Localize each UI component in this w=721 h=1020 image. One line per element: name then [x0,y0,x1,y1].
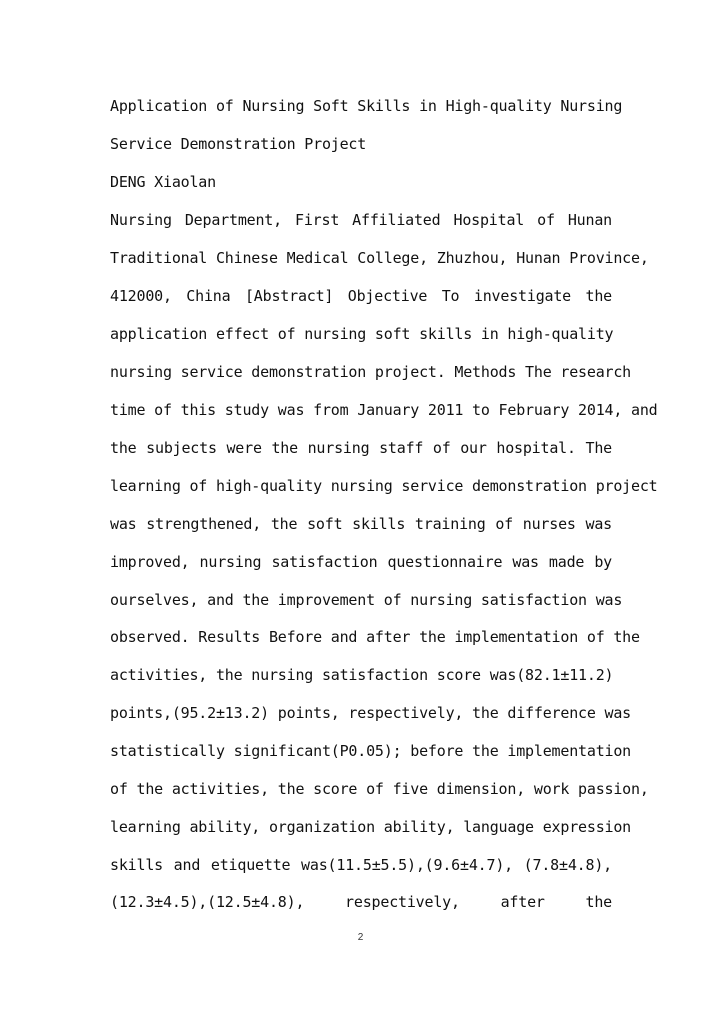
abstract-line: learning of high-quality nursing service demonstration project [110,477,658,495]
abstract-line: was strengthened, the soft skills training of nurses was [110,515,612,533]
abstract-line: application effect of nursing soft skills in high-quality [110,325,614,343]
abstract-line: of the activities, the score of five dimension, work passion, [110,780,649,798]
abstract-line: skills and etiquette was(11.5±5.5),(9.6±4.7), (7.8±4.8), [110,856,612,874]
abstract-line: (12.3±4.5),(12.5±4.8), respectively, after the [110,893,612,911]
abstract-line: points,(95.2±13.2) points, respectively, the difference was [110,704,632,722]
abstract-line: 412000, China [Abstract] Objective To investigate the [110,287,612,305]
title-line-2: Service Demonstration Project [110,135,367,153]
affiliation-line-2: Traditional Chinese Medical College, Zhuzhou, Hunan Province, [110,249,649,267]
abstract-line: learning ability, organization ability, language expression [110,818,632,836]
abstract-line: observed. Results Before and after the implementation of the [110,628,640,646]
affiliation-line-1: Nursing Department, First Affiliated Hospital of Hunan [110,211,612,229]
title-line-1: Application of Nursing Soft Skills in High-quality Nursing [110,97,623,115]
abstract-line: time of this study was from January 2011 to February 2014, and [110,401,658,419]
abstract-line: the subjects were the nursing staff of our hospital. The [110,439,612,457]
author-name: DENG Xiaolan [110,173,216,191]
abstract-line: nursing service demonstration project. Methods The research [110,363,632,381]
page-number: 2 [357,932,364,943]
abstract-line: ourselves, and the improvement of nursing satisfaction was [110,591,623,609]
abstract-line: activities, the nursing satisfaction score was(82.1±11.2) [110,666,614,684]
abstract-line: statistically significant(P0.05); before the implementation [110,742,632,760]
abstract-line: improved, nursing satisfaction questionnaire was made by [110,553,612,571]
